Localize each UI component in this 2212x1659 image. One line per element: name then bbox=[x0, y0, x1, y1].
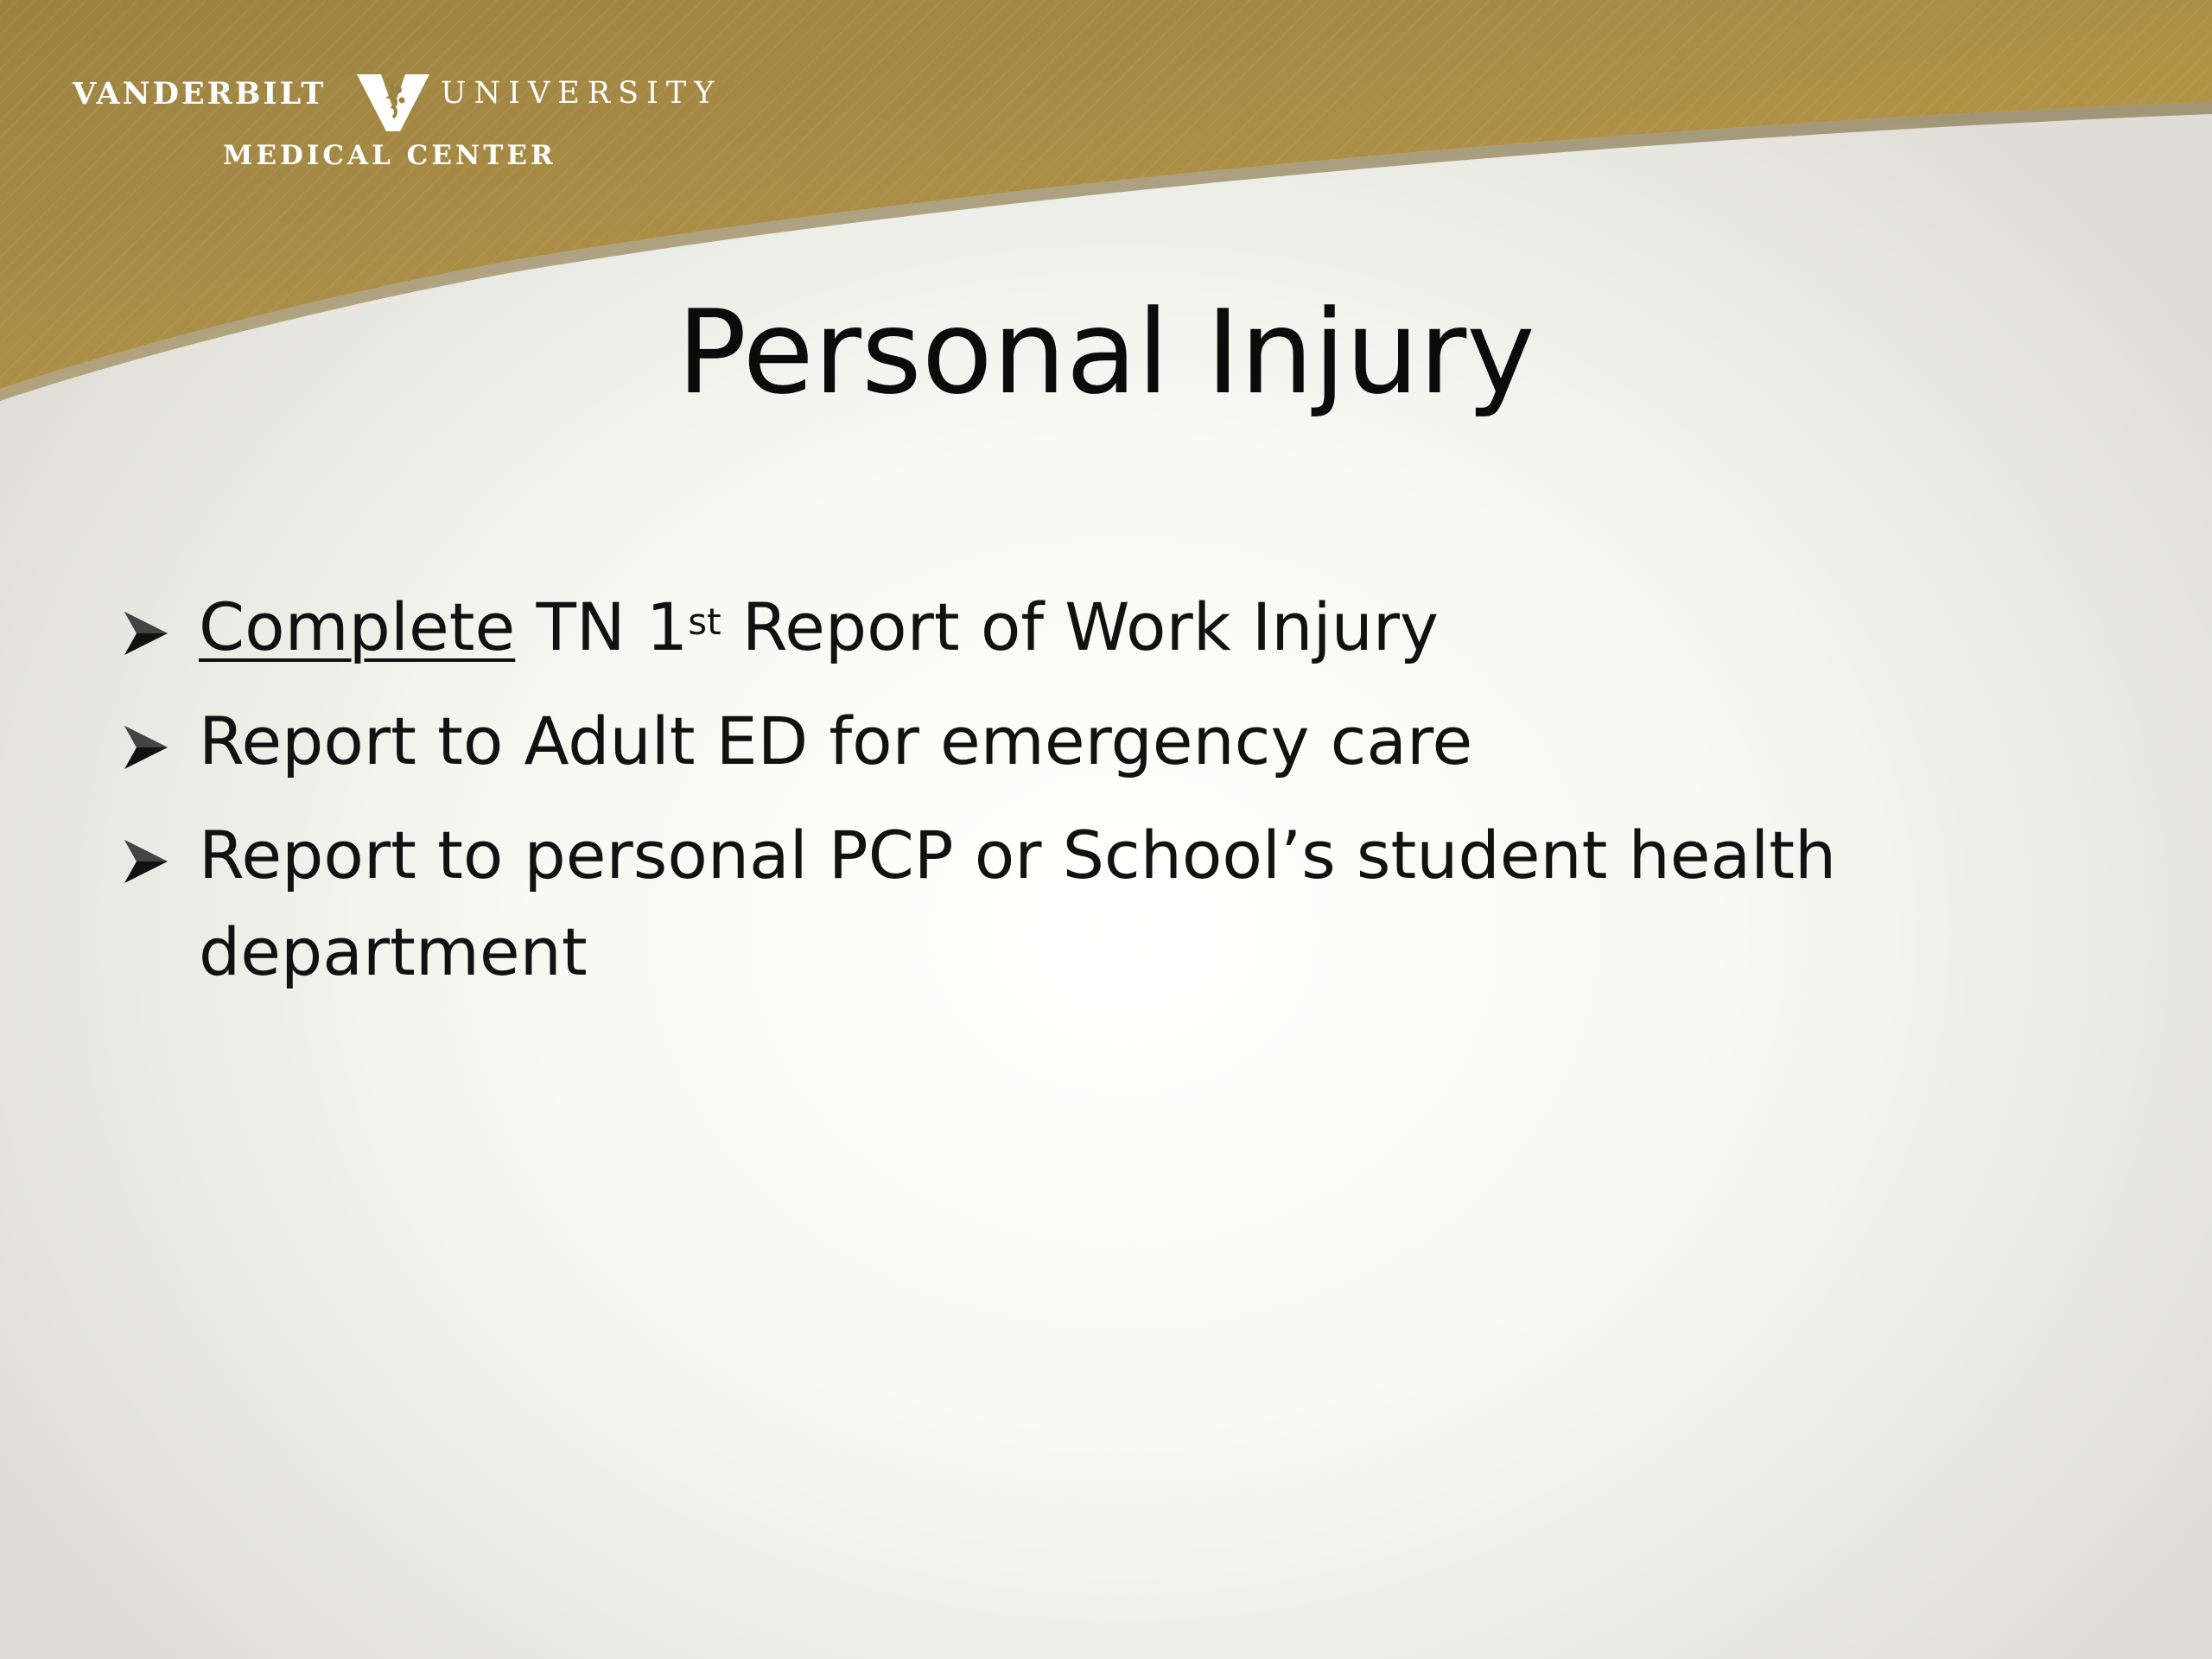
slide-title: Personal Injury bbox=[677, 285, 1535, 420]
arrow-bullet-icon bbox=[121, 836, 171, 887]
bullet-superscript: st bbox=[688, 601, 721, 643]
bullet-item-3 bbox=[121, 807, 2108, 1001]
vanderbilt-v-oak-leaf-icon bbox=[355, 71, 431, 133]
arrow-bullet-icon bbox=[121, 608, 171, 658]
bullet-text-before-sup: TN 1 bbox=[515, 588, 689, 665]
arrow-bullet-icon bbox=[121, 722, 171, 772]
bullet-text-after-sup: Report of Work Injury bbox=[721, 588, 1439, 665]
bullet-item-1 bbox=[121, 579, 2108, 676]
bullet-underlined-word: Complete bbox=[199, 588, 516, 665]
logo-text-vanderbilt: VANDERBILT bbox=[73, 76, 327, 111]
vanderbilt-logo bbox=[67, 57, 724, 187]
logo-row bbox=[67, 71, 724, 123]
logo-text-university: UNIVERSITY bbox=[441, 76, 722, 111]
bullet-item-2 bbox=[121, 693, 2108, 790]
logo-text-medical-center: MEDICAL CENTER bbox=[223, 140, 556, 171]
bullet-list bbox=[121, 579, 2108, 1018]
bullet-text: Report to personal PCP or School’s student health department bbox=[199, 817, 1837, 990]
bullet-text: Report to Adult ED for emergency care bbox=[199, 702, 1473, 779]
